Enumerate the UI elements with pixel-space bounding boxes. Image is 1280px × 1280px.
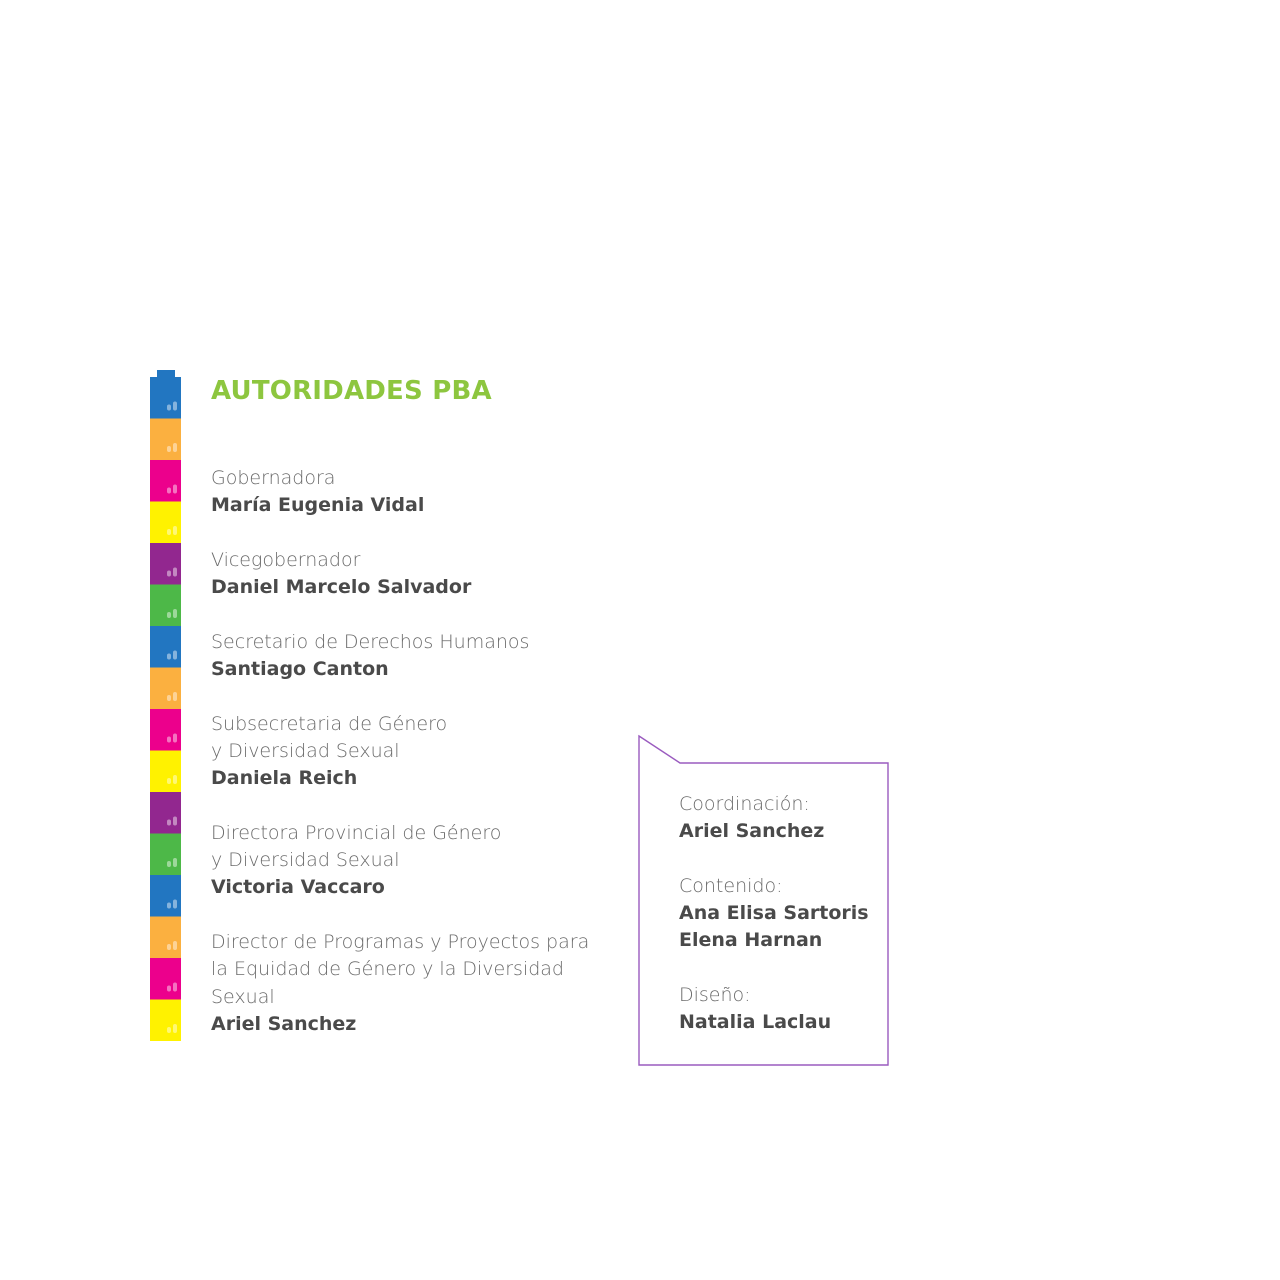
credit-label: Contenido:: [679, 874, 783, 897]
authority-entry-vice-governor: [211, 547, 611, 602]
page-title: AUTORIDADES PBA: [211, 376, 492, 406]
authority-role: Director de Programas y Proyectos para la Equidad de Género y la Diversidad Sexual: [211, 931, 590, 1008]
authority-entry-programs-director: [211, 929, 611, 1038]
color-block-column: [150, 370, 181, 1042]
credit-entry-design: [679, 982, 869, 1037]
authority-role: Secretario de Derechos Humanos: [211, 630, 530, 653]
authority-name: Daniela Reich: [211, 767, 358, 790]
block-highlight: [167, 446, 171, 452]
block-highlight: [173, 858, 177, 867]
color-block: [150, 543, 181, 585]
color-block: [150, 751, 181, 793]
color-block: [150, 585, 181, 627]
block-highlight: [167, 737, 171, 743]
authority-role: Vicegobernador: [211, 548, 361, 571]
credit-name: Ariel Sanchez: [679, 820, 825, 843]
credits-list: [679, 791, 869, 1064]
credit-label: Coordinación:: [679, 793, 810, 815]
color-block: [150, 875, 181, 917]
authority-name: Santiago Canton: [211, 658, 389, 681]
credit-label: Diseño:: [679, 984, 751, 1007]
block-highlight: [167, 571, 171, 577]
authority-role: Subsecretaria de Género y Diversidad Sexual: [211, 712, 448, 762]
color-block: [150, 668, 181, 710]
block-highlight: [167, 405, 171, 411]
block-highlight: [167, 695, 171, 701]
authority-name: María Eugenia Vidal: [211, 494, 425, 517]
credit-name: Elena Harnan: [679, 929, 823, 952]
authority-role: Directora Provincial de Género y Diversidad Sexual: [211, 821, 502, 872]
color-block: [150, 460, 181, 502]
block-highlight: [167, 654, 171, 660]
block-highlight: [167, 820, 171, 826]
credit-name: Ana Elisa Sartoris: [679, 902, 869, 925]
block-highlight: [173, 692, 177, 701]
block-highlight: [173, 526, 177, 535]
color-block: [150, 709, 181, 751]
authority-entry-governor: [211, 465, 611, 520]
authority-name: Daniel Marcelo Salvador: [211, 576, 472, 599]
block-highlight: [173, 1024, 177, 1033]
block-highlight: [167, 903, 171, 909]
color-block: [150, 1000, 181, 1042]
block-highlight: [167, 944, 171, 950]
authority-entry-gender-director: [211, 820, 611, 902]
block-highlight: [167, 488, 171, 494]
block-highlight: [173, 900, 177, 909]
color-block: [150, 377, 181, 419]
block-highlight: [173, 817, 177, 826]
block-highlight: [167, 861, 171, 867]
block-highlight: [173, 983, 177, 992]
authorities-list: [211, 465, 611, 1066]
block-top-nub: [157, 370, 175, 378]
block-highlight: [173, 443, 177, 452]
color-block: [150, 626, 181, 668]
color-block: [150, 419, 181, 461]
authority-name: Victoria Vaccaro: [211, 876, 385, 899]
block-highlight: [173, 734, 177, 743]
block-highlight: [173, 941, 177, 950]
color-block: [150, 958, 181, 1000]
authority-entry-gender-undersecretary: [211, 711, 611, 793]
block-highlight: [173, 775, 177, 784]
block-highlight: [173, 485, 177, 494]
color-block: [150, 792, 181, 834]
block-highlight: [167, 1027, 171, 1033]
credit-entry-coordination: [679, 791, 869, 846]
block-highlight: [173, 651, 177, 660]
authority-role: Gobernadora: [211, 467, 336, 489]
color-block: [150, 502, 181, 544]
color-block: [150, 834, 181, 876]
credit-entry-content: [679, 873, 869, 955]
authority-name: Ariel Sanchez: [211, 1012, 357, 1035]
block-highlight: [167, 529, 171, 535]
block-highlight: [173, 568, 177, 577]
authority-entry-human-rights-secretary: [211, 629, 611, 684]
block-highlight: [167, 612, 171, 618]
block-highlight: [167, 778, 171, 784]
credit-name: Natalia Laclau: [679, 1011, 832, 1034]
block-highlight: [167, 986, 171, 992]
block-highlight: [173, 402, 177, 411]
color-block: [150, 917, 181, 959]
block-highlight: [173, 609, 177, 618]
